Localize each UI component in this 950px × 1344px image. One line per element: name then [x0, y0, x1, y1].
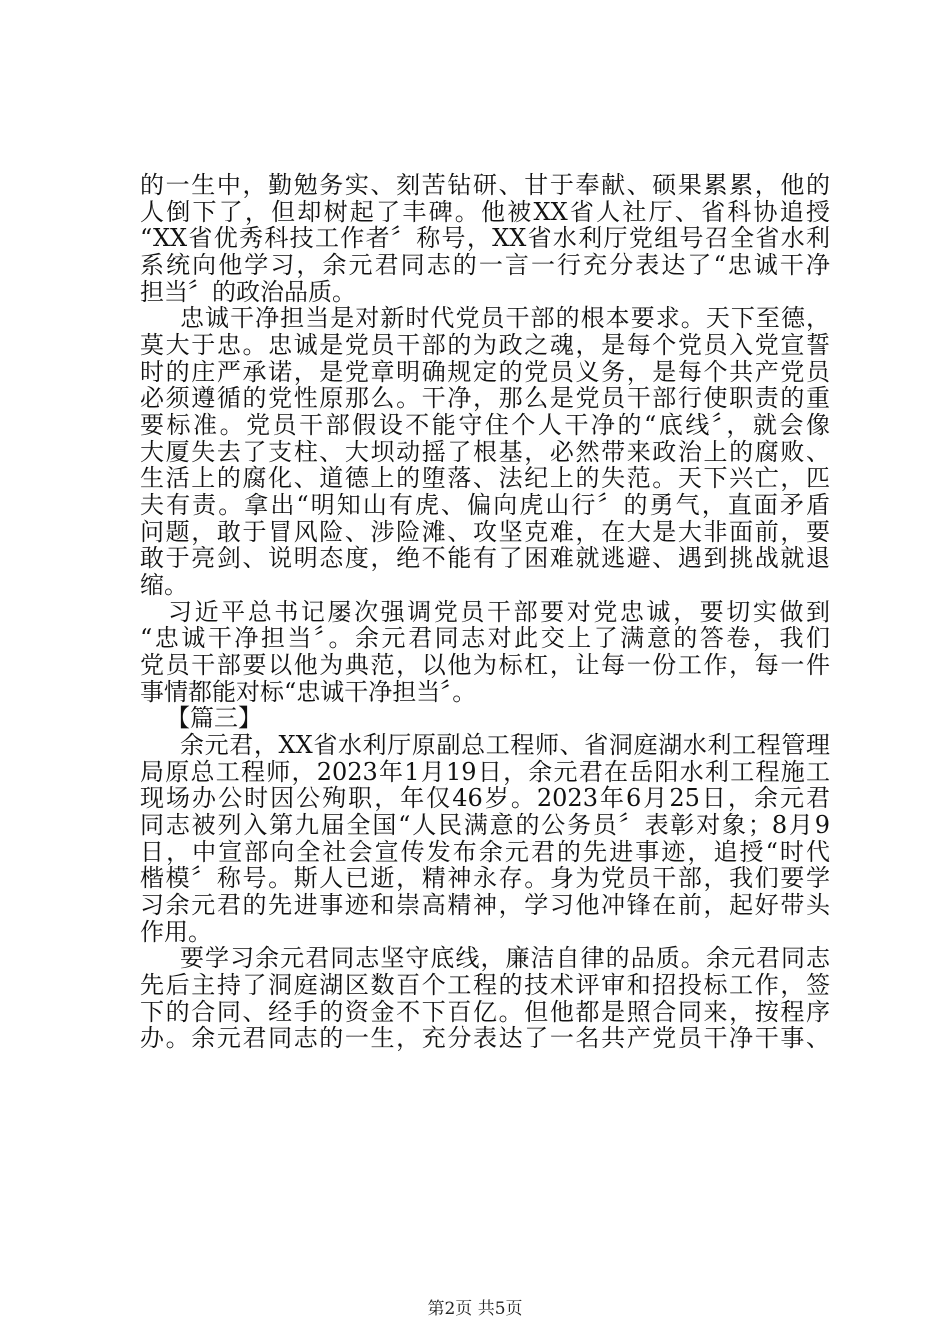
text-line: 余元君，XX省水利厅原副总工程师、省洞庭湖水利工程管理	[180, 731, 830, 759]
text-line: 夫有责。拿出“明知山有虎、偏向虎山行〞的勇气，直面矛盾	[140, 491, 830, 519]
text-line: 要学习余元君同志坚守底线，廉洁自律的品质。余元君同志	[180, 944, 830, 972]
text-line: 习余元君的先进事迹和崇高精神，学习他冲锋在前，起好带头	[140, 891, 830, 919]
text-line: 事情都能对标“忠诚干净担当〞。	[140, 678, 477, 706]
text-line: 生活上的腐化、道德上的堕落、法纪上的失范。天下兴亡，匹	[140, 464, 830, 492]
text-line: 日，中宣部向全社会宣传发布余元君的先进事迹，追授“时代	[140, 838, 830, 866]
text-line: 敢于亮剑、说明态度，绝不能有了困难就逃避、遇到挑战就退	[140, 544, 830, 572]
text-line: 要标准。党员干部假设不能守住个人干净的“底线〞，就会像	[140, 411, 830, 439]
text-line: “忠诚干净担当〞。余元君同志对此交上了满意的答卷，我们	[140, 624, 830, 652]
text-line: 莫大于忠。忠诚是党员干部的为政之魂，是每个党员入党宣誓	[140, 331, 830, 359]
text-line: 局原总工程师，2023年1月19日，余元君在岳阳水利工程施工	[140, 758, 830, 786]
text-line: “XX省优秀科技工作者〞称号，XX省水利厅党组号召全省水利	[140, 224, 830, 252]
text-line: 担当〞的政治品质。	[140, 278, 356, 306]
text-line: 下的合同、经手的资金不下百亿。但他都是照合同来，按程序	[140, 998, 830, 1026]
text-line: 问题，敢于冒风险、涉险滩、攻坚克难，在大是大非面前，要	[140, 518, 830, 546]
text-line: 同志被列入第九届全国“人民满意的公务员〞表彰对象；8月9	[140, 811, 830, 839]
text-line: 缩。	[140, 571, 188, 599]
text-line: 先后主持了洞庭湖区数百个工程的技术评审和招投标工作，签	[140, 971, 830, 999]
text-line: 系统向他学习，余元君同志的一言一行充分表达了“忠诚干净	[140, 251, 830, 279]
section-heading: 【篇三】	[166, 704, 262, 732]
text-line: 忠诚干净担当是对新时代党员干部的根本要求。天下至德，	[180, 304, 830, 332]
text-line: 党员干部要以他为典范，以他为标杠，让每一份工作，每一件	[140, 651, 830, 679]
text-line: 必须遵循的党性原那么。干净，那么是党员干部行使职责的重	[140, 384, 830, 412]
text-line: 作用。	[140, 918, 212, 946]
text-line: 时的庄严承诺，是党章明确规定的党员义务，是每个共产党员	[140, 358, 830, 386]
text-line: 人倒下了，但却树起了丰碑。他被XX省人社厅、省科协追授	[140, 198, 830, 226]
text-line: 办。余元君同志的一生，充分表达了一名共产党员干净干事、	[140, 1024, 830, 1052]
text-line: 的一生中，勤勉务实、刻苦钻研、甘于奉献、硕果累累，他的	[140, 171, 830, 199]
text-line: 现场办公时因公殉职，年仅46岁。2023年6月25日，余元君	[140, 784, 830, 812]
page-footer: 第2页 共5页	[427, 1299, 523, 1319]
text-line: 习近平总书记屡次强调党员干部要对党忠诚，要切实做到	[168, 598, 830, 626]
text-line: 大厦失去了支柱、大坝动摇了根基，必然带来政治上的腐败、	[140, 438, 830, 466]
text-line: 楷模〞称号。斯人已逝，精神永存。身为党员干部，我们要学	[140, 864, 830, 892]
